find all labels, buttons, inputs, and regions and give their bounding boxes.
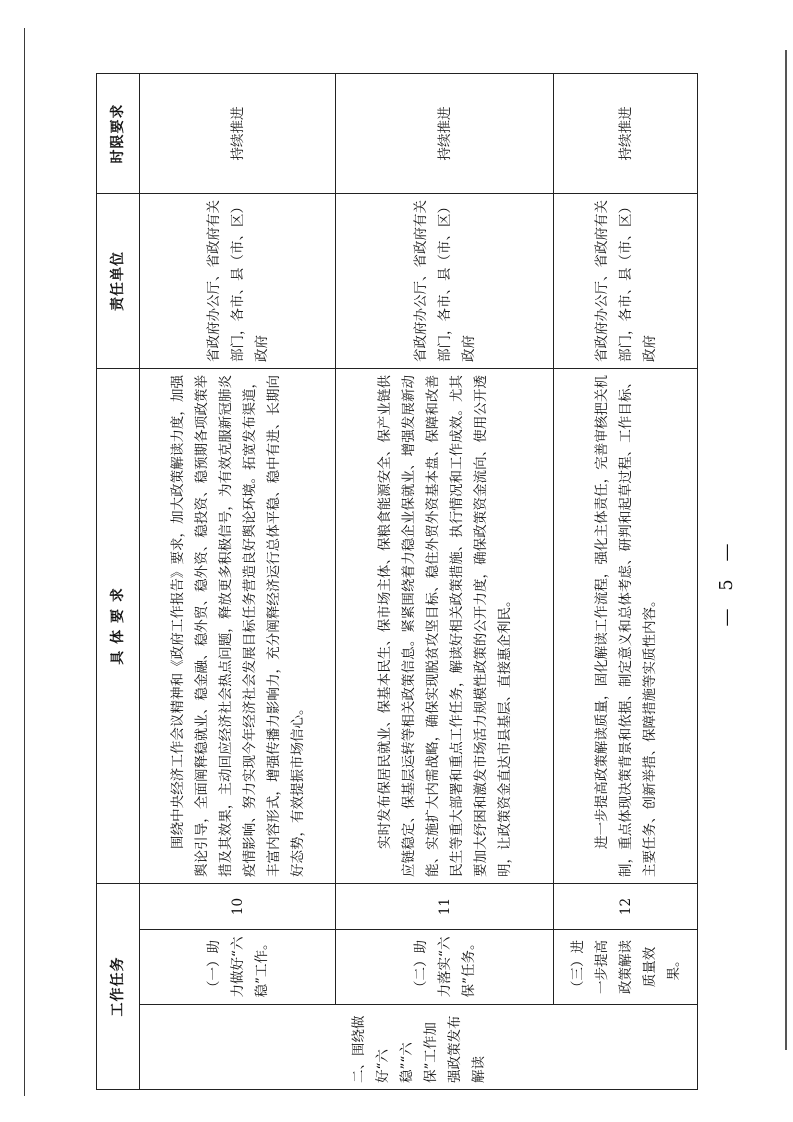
subtask-label: （一）助力做好“六稳”工作。 bbox=[140, 930, 336, 1005]
responsible-unit: 省政府办公厅、省政府有关部门，各市、县（市、区）政府 bbox=[140, 193, 336, 368]
header-detail: 具 体 要 求 bbox=[97, 368, 140, 883]
scan-border-left bbox=[24, 28, 25, 1096]
time-requirement: 持续推进 bbox=[554, 73, 698, 193]
subtask-label: （二）助力落实“六保”任务。 bbox=[336, 930, 554, 1005]
header-task: 工作任务 bbox=[97, 883, 140, 1089]
page-number: — 5 — bbox=[716, 537, 737, 627]
detail-text: 实时发布保居民就业、保基本民生、保市场主体、保粮食能源安全、保产业链供应链稳定、保基层运转等相关政策信息。紧紧围绕着力稳企业保就业、增强发展新动能、实施扩大内需战略，确保实现脱贫攻坚目标、稳住外贸外资基本盘、保障和改善民生等重大部署和重点工作任务，解读好相关政策措施、执行情况和工作成效。尤其要加大纾困和激发市场活力规模性政策的公开力度，确保政策资金流向、使用公开透明，让政策资金直达市县基层、直接惠企利民。 bbox=[336, 368, 554, 883]
header-time: 时限要求 bbox=[97, 73, 140, 193]
detail-text: 围绕中央经济工作会议精神和《政府工作报告》要求，加大政策解读力度，加强舆论引导，全面阐释稳就业、稳金融、稳外贸、稳外资、稳投资、稳预期各项政策举措及其效果，主动回应经济社会热点问题，释放更多积极信号，为有效克服新冠肺炎疫情影响、努力实现今年经济社会发展目标任务营造良好舆论环境。拓宽发布渠道，丰富内容形式，增强传播力影响力，充分阐释经济运行总体平稳、稳中有进、长期向好态势，有效提振市场信心。 bbox=[140, 368, 336, 883]
detail-text: 进一步提高政策解读质量，固化解读工作流程，强化主体责任，完善审核把关机制，重点体现决策背景和依据、制定意义和总体考虑、研判和起草过程、工作目标、主要任务、创新举措、保障措施等实质性内容。 bbox=[554, 368, 698, 883]
row-number: 11 bbox=[336, 883, 554, 929]
responsible-unit: 省政府办公厅、省政府有关部门，各市、县（市、区）政府 bbox=[554, 193, 698, 368]
table-row bbox=[336, 73, 554, 1089]
table-header-row bbox=[97, 73, 140, 1089]
requirements-table bbox=[96, 73, 698, 1090]
time-requirement: 持续推进 bbox=[140, 73, 336, 193]
time-requirement: 持续推进 bbox=[336, 73, 554, 193]
responsible-unit: 省政府办公厅、省政府有关部门，各市、县（市、区）政府 bbox=[336, 193, 554, 368]
rotated-page bbox=[96, 74, 793, 1090]
subtask-label: （三）进一步提高政策解读质量效果。 bbox=[554, 930, 698, 1005]
table-row bbox=[554, 73, 698, 1089]
header-unit: 责任单位 bbox=[97, 193, 140, 368]
section-title: 二、围绕做好“六稳”“六保”工作加强政策发布解读 bbox=[140, 1005, 698, 1090]
row-number: 10 bbox=[140, 883, 336, 929]
row-number: 12 bbox=[554, 883, 698, 929]
table-row bbox=[140, 73, 336, 1089]
